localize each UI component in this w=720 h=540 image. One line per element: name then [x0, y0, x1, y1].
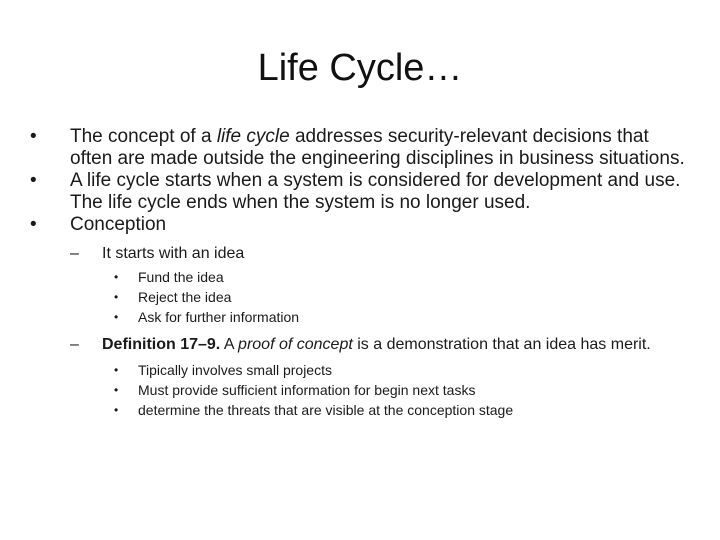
subbullet-definition — [30, 335, 690, 354]
subbullet-text: is a demonstration that an idea has merit. — [352, 336, 651, 353]
definition-term: proof of concept — [238, 336, 353, 353]
list-item — [30, 267, 690, 287]
subbullet-idea — [30, 244, 690, 263]
item-marker: • — [114, 310, 119, 324]
item-text: Fund the idea — [138, 269, 224, 285]
subbullet-text: A — [220, 336, 239, 353]
bullet-text: The concept of a — [70, 126, 217, 147]
list-item — [30, 287, 690, 307]
item-text: Tipically involves small projects — [138, 362, 332, 378]
bullet-life-cycle-start — [30, 170, 690, 214]
definition-label: Definition 17–9. — [102, 336, 221, 353]
subbullet-marker: – — [70, 336, 79, 353]
bullet-marker: • — [30, 126, 37, 147]
slide-content — [30, 126, 690, 422]
slide-title: Life Cycle… — [257, 47, 463, 89]
bullet-emphasis: life cycle — [216, 126, 290, 147]
list-item — [30, 380, 690, 400]
item-text: determine the threats that are visible at the conception stage — [138, 402, 514, 418]
list-item — [30, 307, 690, 327]
item-marker: • — [114, 403, 119, 417]
bullet-text: Conception — [70, 214, 167, 235]
subbullet-marker: – — [70, 245, 79, 262]
item-marker: • — [114, 270, 119, 284]
bullet-text: addresses security-relevant decisions that often are made outside the engineering disciplines in business situations. — [70, 126, 685, 169]
item-text: Must provide sufficient information for begin next tasks — [138, 382, 476, 398]
bullet-conception — [30, 214, 690, 236]
bullet-text: A life cycle starts when a system is considered for development and use. The life cycle ends when the system is no longer used. — [70, 170, 681, 213]
bullet-marker: • — [30, 170, 37, 191]
item-marker: • — [114, 290, 119, 304]
proof-of-concept-list — [30, 360, 690, 420]
item-text: Reject the idea — [138, 289, 232, 305]
bullet-life-cycle-concept — [30, 126, 690, 170]
item-marker: • — [114, 363, 119, 377]
list-item — [30, 400, 690, 420]
idea-options-list — [30, 267, 690, 327]
item-marker: • — [114, 383, 119, 397]
subbullet-text: It starts with an idea — [102, 245, 245, 262]
bullet-marker: • — [30, 214, 37, 235]
list-item — [30, 360, 690, 380]
item-text: Ask for further information — [138, 309, 300, 325]
